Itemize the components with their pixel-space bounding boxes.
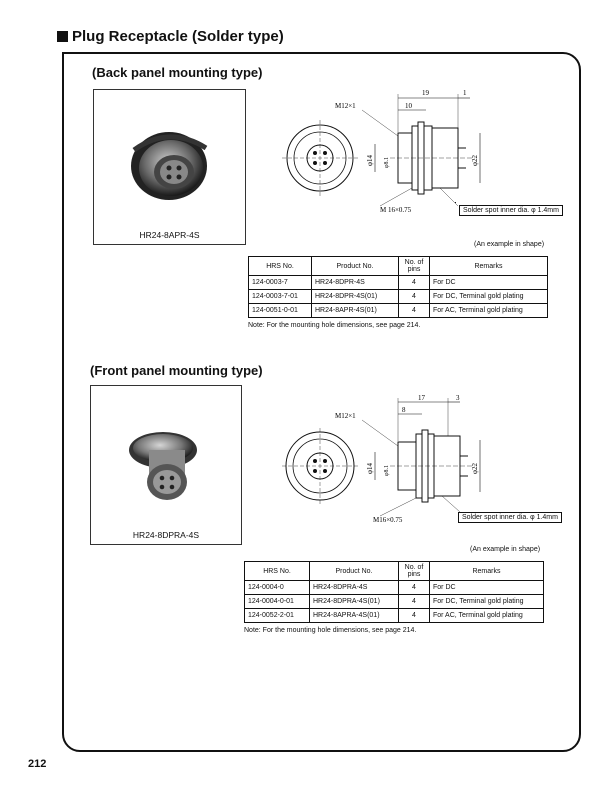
dim-top: 19	[422, 89, 429, 97]
cell-hrs-no: 124-0004-0	[245, 581, 310, 595]
cell-product-no: HR24-8DPRA-4S	[310, 581, 399, 595]
col-pins: No. of pins	[399, 562, 430, 581]
dia-left: φ14	[366, 462, 374, 474]
table-row	[245, 595, 544, 609]
page-heading-text: Plug Receptacle (Solder type)	[72, 28, 284, 45]
dia-left: φ14	[366, 154, 374, 166]
dimension-drawing-back-panel	[280, 88, 580, 220]
connector-photo-icon	[91, 386, 241, 520]
cell-remarks: For AC, Terminal gold plating	[430, 304, 548, 318]
cell-pins: 4	[399, 290, 430, 304]
dim-top-right: 3	[456, 394, 460, 402]
shape-note: (An example in shape)	[470, 546, 541, 553]
col-product-no: Product No.	[312, 257, 399, 276]
solder-note: Solder spot inner dia. φ 1.4mm	[459, 205, 563, 216]
cell-hrs-no: 124-0004-0-01	[245, 595, 310, 609]
dim-inner: 10	[405, 102, 412, 110]
cell-product-no: HR24-8APR-4S(01)	[312, 304, 399, 318]
dia-left2: φ8.1	[384, 465, 390, 476]
front-view	[282, 120, 358, 196]
cell-remarks: For DC	[430, 581, 544, 595]
bullet-square-icon	[57, 31, 68, 42]
cell-remarks: For DC, Terminal gold plating	[430, 595, 544, 609]
thread-bottom: M16×0.75	[373, 516, 403, 524]
connector-photo-icon	[94, 90, 245, 220]
table-header-row	[249, 257, 548, 276]
dia-left2: φ8.1	[384, 157, 390, 168]
section-title-back-panel: (Back panel mounting type)	[92, 65, 263, 80]
section-title-front-panel: (Front panel mounting type)	[90, 363, 263, 378]
table-row	[249, 304, 548, 318]
table-row	[249, 290, 548, 304]
col-hrs-no: HRS No.	[249, 257, 312, 276]
side-view	[362, 94, 480, 206]
dim-top-right: 1	[463, 89, 467, 97]
cell-hrs-no: 124-0052-2-01	[245, 609, 310, 623]
photo-label: HR24-8DPRA-4S	[132, 530, 200, 540]
solder-note: Solder spot inner dia. φ 1.4mm	[458, 512, 562, 523]
table-row	[249, 276, 548, 290]
dim-inner: 8	[402, 406, 406, 414]
cell-pins: 4	[399, 581, 430, 595]
page-heading	[72, 28, 284, 45]
thread-top: M12×1	[335, 412, 356, 420]
cell-hrs-no: 124-0003-7	[249, 276, 312, 290]
cell-pins: 4	[399, 276, 430, 290]
cell-product-no: HR24-8DPR-4S	[312, 276, 399, 290]
dim-top: 17	[418, 394, 425, 402]
product-photo-back-panel	[93, 89, 246, 245]
dia-right: φ22	[471, 462, 479, 474]
photo-label: HR24-8APR-4S	[139, 230, 200, 240]
table-row	[245, 609, 544, 623]
cell-pins: 4	[399, 595, 430, 609]
cell-pins: 4	[399, 609, 430, 623]
cell-hrs-no: 124-0051-0-01	[249, 304, 312, 318]
spec-table-back-panel	[248, 256, 548, 318]
thread-bottom: M 16×0.75	[380, 206, 412, 214]
side-view	[362, 398, 480, 516]
cell-remarks: For AC, Terminal gold plating	[430, 609, 544, 623]
col-hrs-no: HRS No.	[245, 562, 310, 581]
front-view	[282, 428, 358, 504]
cell-hrs-no: 124-0003-7-01	[249, 290, 312, 304]
cell-product-no: HR24-8DPRA-4S(01)	[310, 595, 399, 609]
col-product-no: Product No.	[310, 562, 399, 581]
mounting-note: Note: For the mounting hole dimensions, see page 214.	[248, 322, 421, 329]
table-row	[245, 581, 544, 595]
cell-product-no: HR24-8DPR-4S(01)	[312, 290, 399, 304]
shape-note: (An example in shape)	[474, 241, 545, 248]
cell-remarks: For DC	[430, 276, 548, 290]
mounting-note: Note: For the mounting hole dimensions, see page 214.	[244, 627, 417, 634]
table-header-row	[245, 562, 544, 581]
page-number: 212	[28, 758, 47, 770]
product-photo-front-panel	[90, 385, 242, 545]
col-pins: No. of pins	[399, 257, 430, 276]
col-remarks: Remarks	[430, 562, 544, 581]
cell-remarks: For DC, Terminal gold plating	[430, 290, 548, 304]
dimension-drawing-front-panel	[280, 394, 580, 526]
thread-top: M12×1	[335, 102, 356, 110]
col-remarks: Remarks	[430, 257, 548, 276]
cell-pins: 4	[399, 304, 430, 318]
spec-table-front-panel	[244, 561, 544, 623]
dia-right: φ22	[471, 154, 479, 166]
cell-product-no: HR24-8APRA-4S(01)	[310, 609, 399, 623]
